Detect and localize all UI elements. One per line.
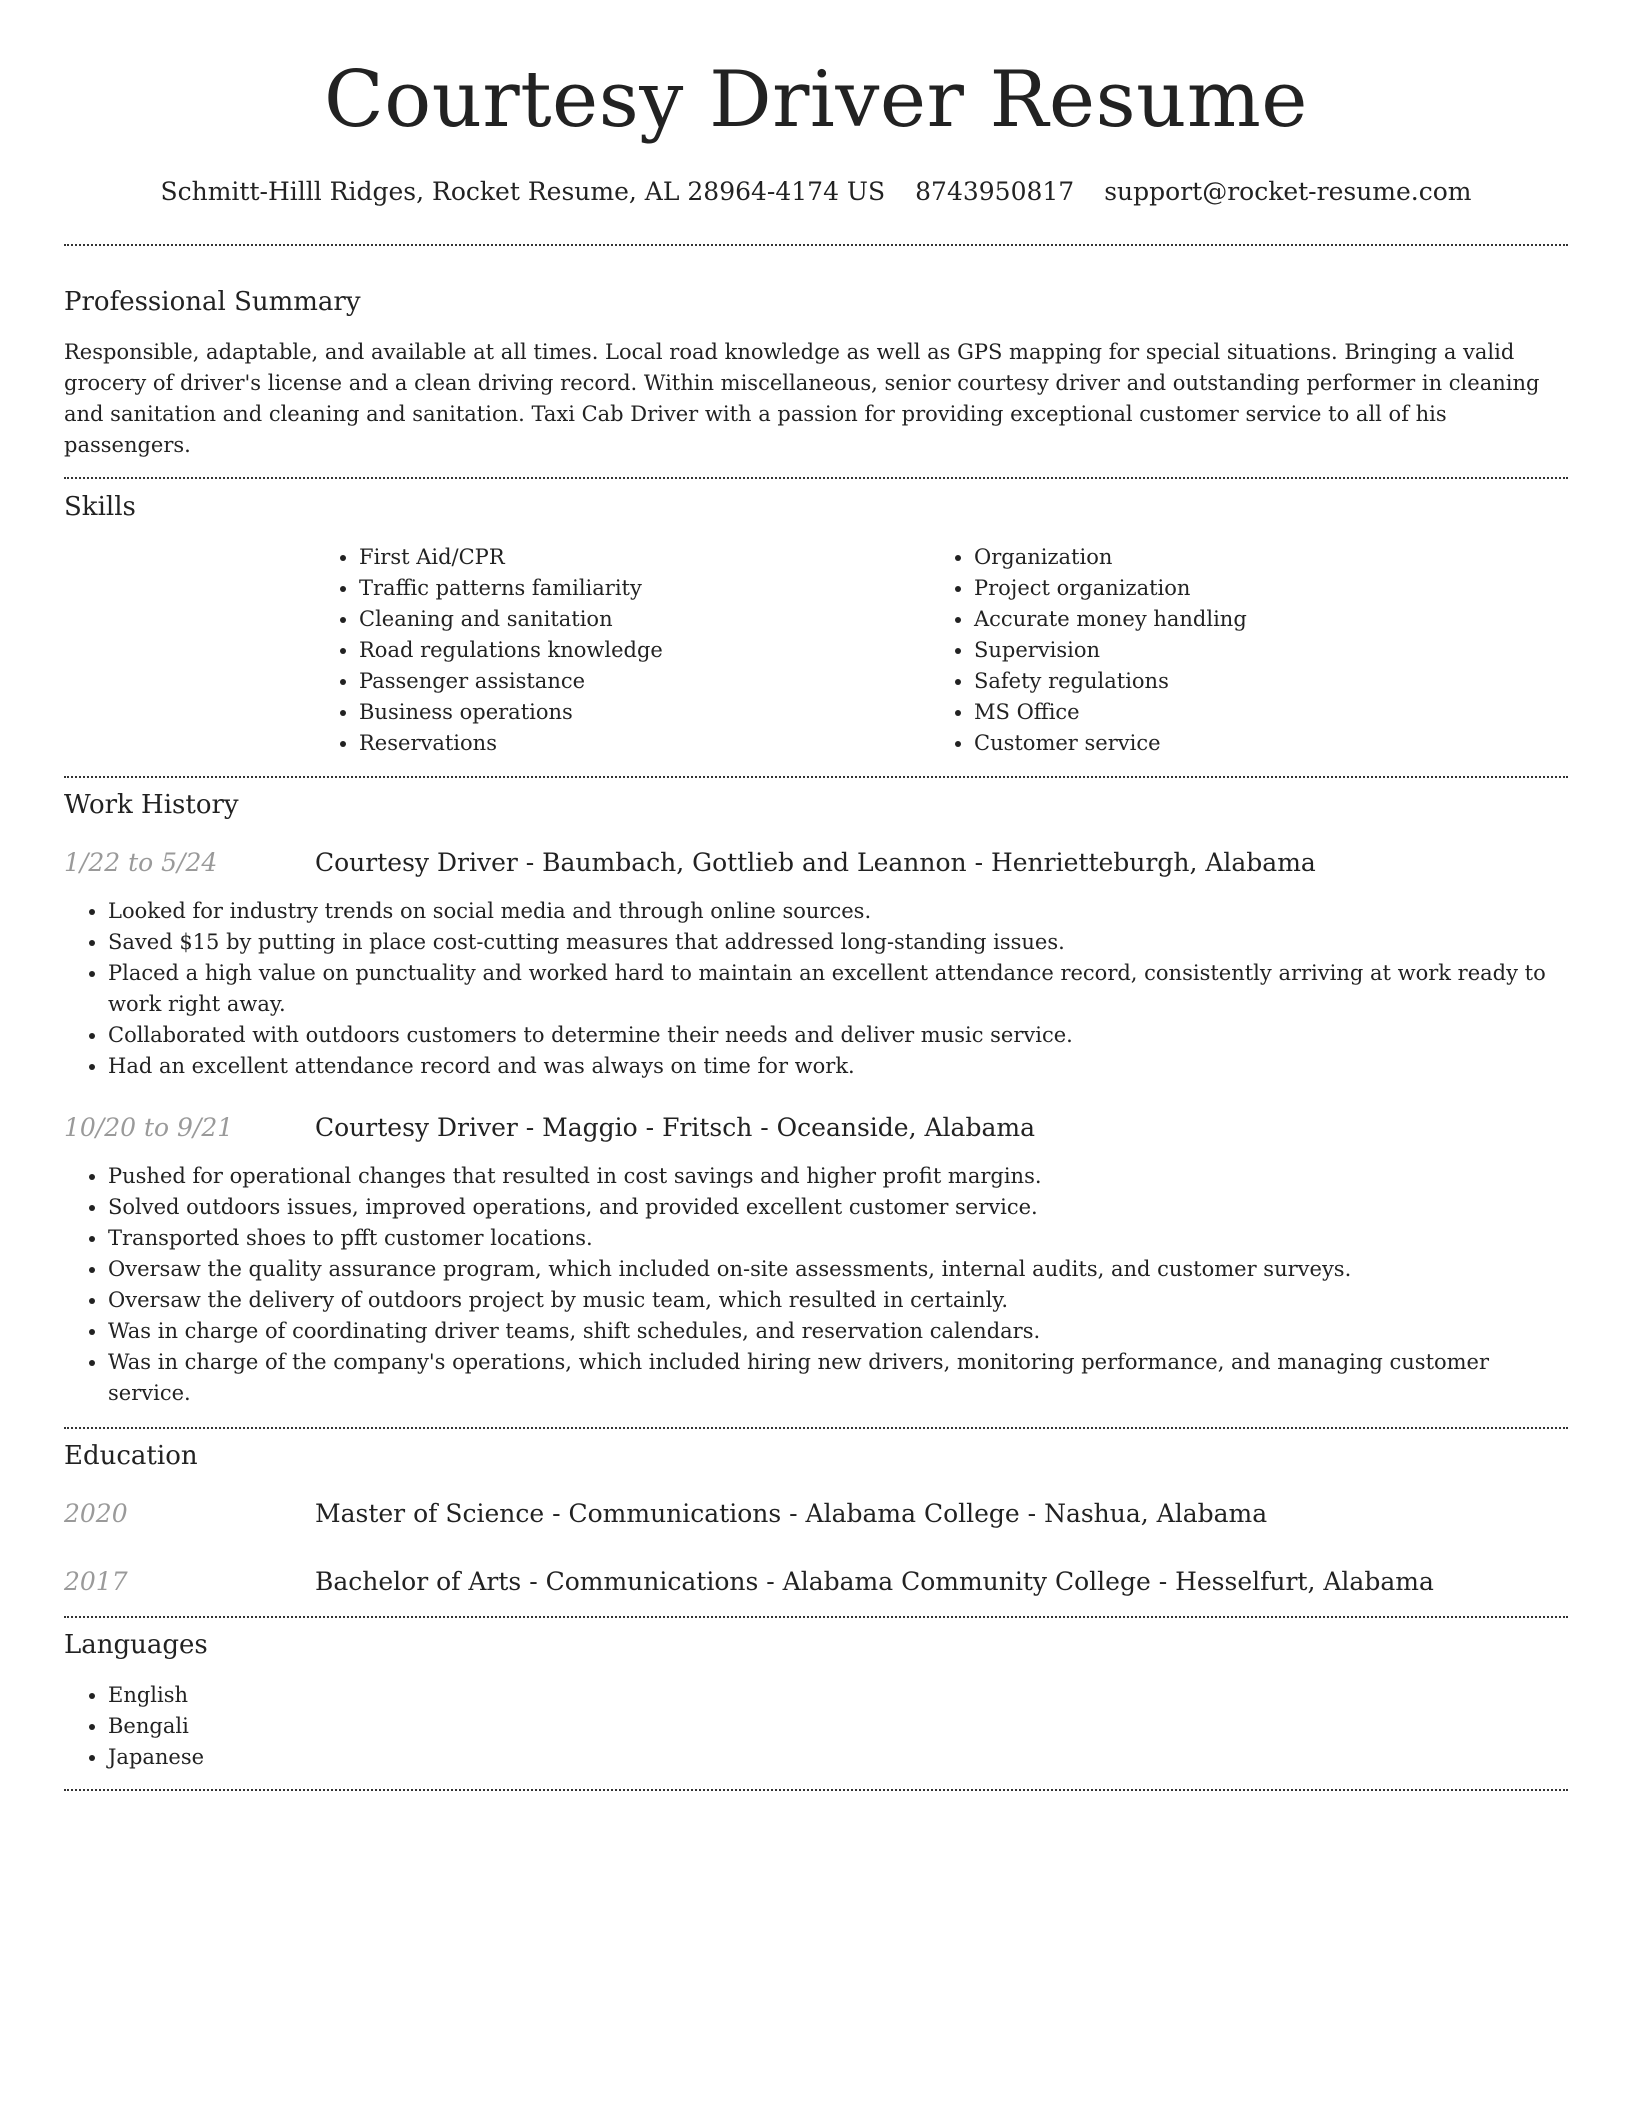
education-entry: [64, 1566, 1568, 1598]
education-entry: [64, 1498, 1568, 1530]
skill-item: • Customer service: [974, 728, 1545, 759]
skill-item: • Cleaning and sanitation: [359, 604, 930, 635]
contact-line: [64, 176, 1568, 208]
languages-heading: Languages: [64, 1630, 208, 1660]
language-item: • Bengali: [108, 1711, 1568, 1742]
divider: [64, 244, 1568, 246]
skill-item: • Reservations: [359, 728, 930, 759]
skill-item: • Project organization: [974, 573, 1545, 604]
skills-heading: Skills: [64, 492, 136, 522]
job-bullet: • Had an excellent attendance record and was always on time for work.: [108, 1051, 1568, 1082]
languages-list: [64, 1680, 1568, 1773]
divider: [64, 1616, 1568, 1618]
divider: [64, 1789, 1568, 1791]
job-bullet: • Collaborated with outdoors customers to determine their needs and deliver music service.: [108, 1020, 1568, 1051]
skill-item: • Road regulations knowledge: [359, 635, 930, 666]
job-bullet: • Transported shoes to pfft customer locations.: [108, 1223, 1568, 1254]
job-entry: [64, 1112, 1568, 1409]
job-dates: 10/20 to 9/21: [64, 1113, 234, 1142]
summary-heading: Professional Summary: [64, 287, 361, 317]
skill-item: • MS Office: [974, 697, 1545, 728]
language-item: • Japanese: [108, 1742, 1568, 1773]
contact-email: support@rocket-resume.com: [1104, 177, 1472, 206]
contact-address: Schmitt-Hilll Ridges, Rocket Resume, AL 28964-4174 US: [160, 177, 886, 206]
job-bullet: • Saved $15 by putting in place cost-cutting measures that addressed long-standing issues.: [108, 927, 1568, 958]
divider: [64, 1427, 1568, 1429]
skills-column-left: [315, 542, 930, 759]
language-item: • English: [108, 1680, 1568, 1711]
skill-item: • Traffic patterns familiarity: [359, 573, 930, 604]
skill-item: • Safety regulations: [974, 666, 1545, 697]
skill-item: • First Aid/CPR: [359, 542, 930, 573]
contact-phone: 8743950817: [915, 177, 1075, 206]
summary-text: Responsible, adaptable, and available at all times. Local road knowledge as well as GPS mapping for special situations. Bringing a valid grocery of driver's license and a clean driving record. Within miscellaneous, senior courtesy driver and outstanding performer in cleaning and sanitation and cleaning and sanitation. Taxi Cab Driver with a passion for providing exceptional customer service to all of his passengers.: [64, 340, 1540, 457]
job-bullet: • Oversaw the delivery of outdoors project by music team, which resulted in certainly.: [108, 1285, 1568, 1316]
divider: [64, 477, 1568, 479]
education-year: 2020: [64, 1499, 128, 1528]
job-bullet: • Solved outdoors issues, improved operations, and provided excellent customer service.: [108, 1192, 1568, 1223]
job-bullet: • Was in charge of the company's operations, which included hiring new drivers, monitoring performance, and managing customer service.: [108, 1347, 1568, 1409]
job-bullet: • Was in charge of coordinating driver teams, shift schedules, and reservation calendars.: [108, 1316, 1568, 1347]
education-line: Bachelor of Arts - Communications - Alabama Community College - Hesselfurt, Alabama: [315, 1567, 1434, 1596]
skills-list-right: [930, 542, 1545, 759]
job-bullet: • Placed a high value on punctuality and worked hard to maintain an excellent attendance record, consistently arriving at work ready to work right away.: [108, 958, 1568, 1020]
job-title: Courtesy Driver - Maggio - Fritsch - Oceanside, Alabama: [315, 1113, 1035, 1142]
job-header: [64, 1112, 1568, 1144]
skills-column-right: [930, 542, 1545, 759]
work-history-heading: Work History: [64, 790, 239, 820]
job-entry: [64, 847, 1568, 1082]
skills-columns: [315, 542, 1568, 759]
job-bullets: [64, 1161, 1568, 1409]
languages-section: [64, 1629, 1568, 1773]
education-section: [64, 1440, 1568, 1598]
job-bullet: • Looked for industry trends on social media and through online sources.: [108, 896, 1568, 927]
job-bullet: • Pushed for operational changes that resulted in cost savings and higher profit margins.: [108, 1161, 1568, 1192]
job-header: [64, 847, 1568, 879]
job-bullets: [64, 896, 1568, 1082]
skill-item: • Accurate money handling: [974, 604, 1545, 635]
skills-list-left: [315, 542, 930, 759]
job-dates: 1/22 to 5/24: [64, 848, 218, 877]
work-history-section: [64, 789, 1568, 1409]
divider: [64, 776, 1568, 778]
education-line: Master of Science - Communications - Alabama College - Nashua, Alabama: [315, 1499, 1268, 1528]
skill-item: • Supervision: [974, 635, 1545, 666]
job-bullet: • Oversaw the quality assurance program, which included on-site assessments, internal audits, and customer surveys.: [108, 1254, 1568, 1285]
resume-title: Courtesy Driver Resume: [324, 55, 1308, 145]
skill-item: • Business operations: [359, 697, 930, 728]
resume-page: [64, 0, 1568, 1791]
job-title: Courtesy Driver - Baumbach, Gottlieb and Leannon - Henrietteburgh, Alabama: [315, 848, 1316, 877]
education-year: 2017: [64, 1567, 128, 1596]
skill-item: • Organization: [974, 542, 1545, 573]
summary-section: [64, 286, 1568, 461]
education-heading: Education: [64, 1441, 198, 1471]
skill-item: • Passenger assistance: [359, 666, 930, 697]
skills-section: [64, 491, 1568, 759]
